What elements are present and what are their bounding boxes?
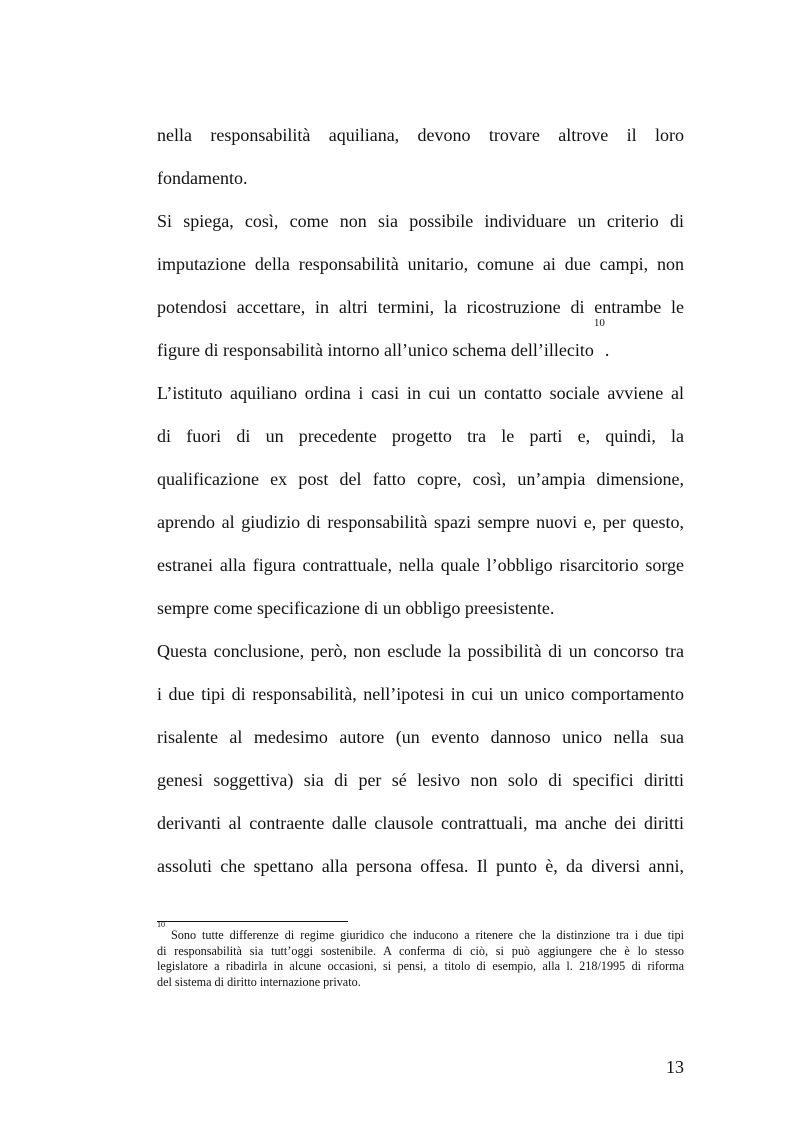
footnote-line: [157, 920, 685, 944]
body-line-text: figure di responsabilità intorno all’unico schema dell’illecito: [157, 340, 594, 360]
footnote-line: del sistema di diritto internazione privato.: [157, 974, 361, 989]
body-line: fondamento.: [157, 168, 248, 188]
footnote-line-text: Sono tutte differenze di regime giuridico che inducono a ritenere che la distinzione tra i due tipi: [170, 928, 685, 942]
body-line: aprendo al giudizio di responsabilità spazi sempre nuovi e, per questo,: [157, 512, 684, 532]
body-line: risalente al medesimo autore (un evento dannoso unico nella sua: [157, 727, 684, 747]
body-line: i due tipi di responsabilità, nell’ipotesi in cui un unico comportamento: [157, 684, 684, 704]
body-line: genesi soggettiva) sia di per sé lesivo non solo di specifici diritti: [157, 770, 684, 790]
body-line: assoluti che spettano alla persona offesa. Il punto è, da diversi anni,: [157, 856, 684, 876]
body-line: qualificazione ex post del fatto copre, così, un’ampia dimensione,: [157, 469, 684, 489]
body-line: nella responsabilità aquiliana, devono trovare altrove il loro: [157, 125, 684, 145]
body-line: potendosi accettare, in altri termini, la ricostruzione di entrambe le: [157, 297, 684, 317]
body-line: Questa conclusione, però, non esclude la possibilità di un concorso tra: [157, 641, 684, 661]
footnote-line: legislatore a ribadirla in alcune occasioni, si pensi, a titolo di esempio, alla l. 218/1995 di riforma: [157, 959, 684, 973]
body-line: imputazione della responsabilità unitario, comune ai due campi, non: [157, 254, 684, 274]
footnote-number: 10: [157, 920, 165, 929]
body-line: di fuori di un precedente progetto tra le parti e, quindi, la: [157, 426, 684, 446]
footnote-reference[interactable]: 10: [593, 317, 605, 329]
body-line: L’istituto aquiliano ordina i casi in cui un contatto sociale avviene al: [157, 383, 684, 403]
body-line: Si spiega, così, come non sia possibile individuare un criterio di: [157, 211, 684, 231]
body-text: [157, 114, 684, 888]
page-number: 13: [666, 1057, 684, 1077]
footnote-line: di responsabilità sia tutt’oggi sostenibile. A conferma di ciò, si può aggiungere che è lo stesso: [157, 943, 684, 958]
footnote: [157, 920, 685, 990]
body-line: estranei alla figura contrattuale, nella quale l’obbligo risarcitorio sorge: [157, 555, 684, 575]
body-line: [157, 317, 684, 372]
body-line-suffix: .: [604, 340, 610, 360]
footnote-separator: [157, 921, 348, 922]
body-line: derivanti al contraente dalle clausole contrattuali, ma anche dei diritti: [157, 813, 684, 833]
body-line: sempre come specificazione di un obbligo preesistente.: [157, 598, 555, 618]
